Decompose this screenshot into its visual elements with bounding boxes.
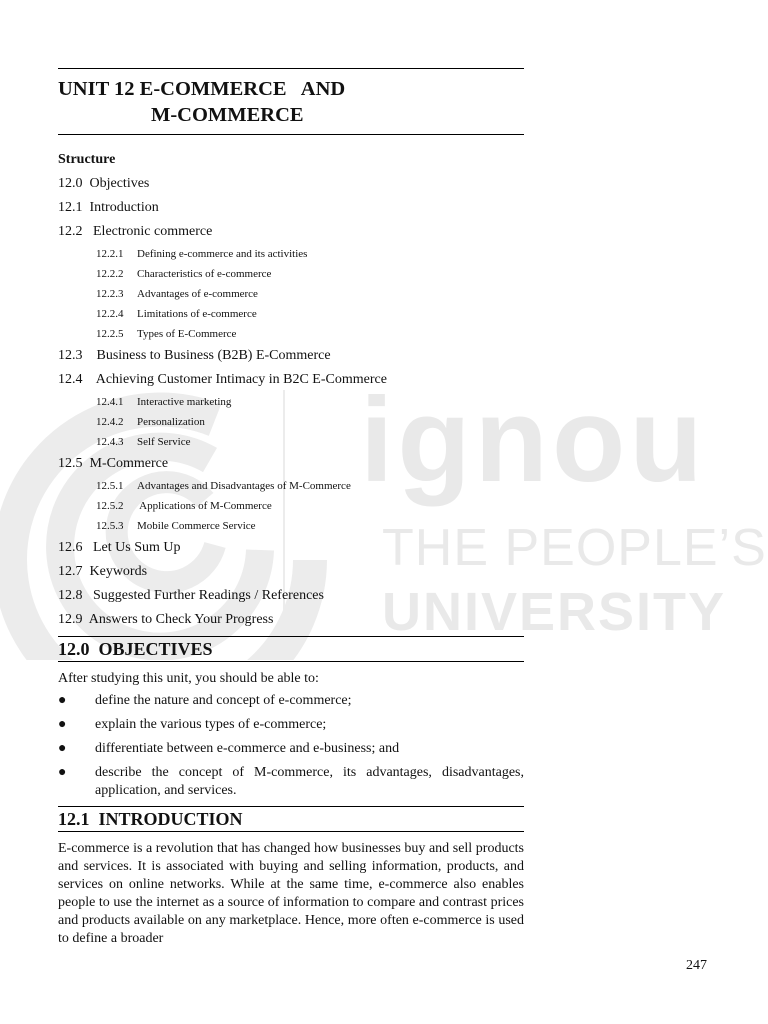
toc-subitem-number: 12.4.3 [96,436,124,448]
toc-subitem [58,284,524,304]
toc-item: 12.6 Let Us Sum Up [58,540,181,555]
toc-subitem-number: 12.4.1 [96,396,124,408]
bullet-icon: ● [58,693,67,708]
objective-text: define the nature and concept of e-commerce; [95,693,352,708]
toc-subitem-number: 12.2.1 [96,248,124,260]
toc-subitem [58,392,524,412]
introduction-heading: 12.1 INTRODUCTION [58,809,243,829]
objectives-heading: 12.0 OBJECTIVES [58,639,213,659]
objective-text: explain the various types of e-commerce; [95,717,327,732]
unit-title-line1: UNIT 12 E-COMMERCE AND [58,78,346,100]
toc-subitem-number: 12.5.2 [96,500,124,512]
objective-text: differentiate between e-commerce and e-business; and [95,741,400,756]
toc-subitem-text: Personalization [137,416,205,428]
toc-subitem-text: Characteristics of e-commerce [137,268,272,280]
toc-subitem-text: Limitations of e-commerce [137,308,257,320]
toc-subitem-text: Self Service [137,436,191,448]
toc-subitem-number: 12.2.3 [96,288,124,300]
toc-subitem [58,412,524,432]
toc-item: 12.3 Business to Business (B2B) E-Commerce [58,348,331,363]
objective-item [58,716,524,734]
watermark-line2: THE PEOPLE’S [382,519,767,577]
introduction-text: E-commerce is a revolution that has changed how businesses buy and sell products and services. It is associated with buying and selling information, products, and services on online networks. While at the same time, e-commerce also enables people to use the internet as a source of information to compare and contrast prices and products available on any marketplace. Hence, more often e-commerce is used to define a broader [58,841,524,946]
toc-subitem-number: 12.2.5 [96,328,124,340]
unit-title [58,76,524,128]
toc-subitem [58,476,524,496]
toc-subitem [58,516,524,536]
structure-label: Structure [58,152,116,167]
objective-item [58,764,524,800]
objective-item [58,740,524,758]
toc-subitem-text: Applications of M-Commerce [137,500,272,512]
divider [58,68,524,69]
objective-item [58,692,524,710]
unit-title-line2: M-COMMERCE [151,104,304,126]
toc-item: 12.0 Objectives [58,176,150,191]
bullet-icon: ● [58,717,67,732]
toc-item: 12.4 Achieving Customer Intimacy in B2C E-Commerce [58,372,387,387]
toc-subitem-text: Advantages and Disadvantages of M-Commerce [137,480,351,492]
toc-item: 12.5 M-Commerce [58,456,169,471]
page-number: 247 [686,958,707,973]
toc-subitem-text: Defining e-commerce and its activities [137,248,308,260]
divider [58,831,524,832]
toc-subitem-text: Types of E-Commerce [137,328,237,340]
objectives-lead: After studying this unit, you should be able to: [58,671,319,686]
objectives-list [58,692,524,800]
toc-subitem [58,264,524,284]
toc-item: 12.2 Electronic commerce [58,224,213,239]
bullet-icon: ● [58,765,67,780]
toc-subitem-number: 12.5.1 [96,480,124,492]
watermark-brand: ignou [360,373,707,507]
toc-subitem [58,432,524,452]
toc-subitem-number: 12.4.2 [96,416,124,428]
toc-subitem-text: Mobile Commerce Service [137,520,256,532]
toc-item: 12.9 Answers to Check Your Progress [58,612,274,627]
toc-item: 12.7 Keywords [58,564,148,579]
toc-subitem-text: Interactive marketing [137,396,232,408]
toc-subitem [58,304,524,324]
toc-subitem-number: 12.2.2 [96,268,124,280]
toc-subitem [58,324,524,344]
objective-text: describe the concept of M-commerce, its advantages, disadvantages, application, and services. [95,765,524,798]
toc-item: 12.1 Introduction [58,200,159,215]
toc-subitem [58,244,524,264]
bullet-icon: ● [58,741,67,756]
divider [58,661,524,662]
table-of-contents [58,172,524,632]
document-page [58,68,524,948]
toc-item: 12.8 Suggested Further Readings / References [58,588,324,603]
divider [58,134,524,135]
toc-subitem-number: 12.5.3 [96,520,124,532]
watermark-line3: UNIVERSITY [382,582,727,642]
toc-subitem [58,496,524,516]
toc-subitem-number: 12.2.4 [96,308,124,320]
toc-subitem-text: Advantages of e-commerce [137,288,258,300]
